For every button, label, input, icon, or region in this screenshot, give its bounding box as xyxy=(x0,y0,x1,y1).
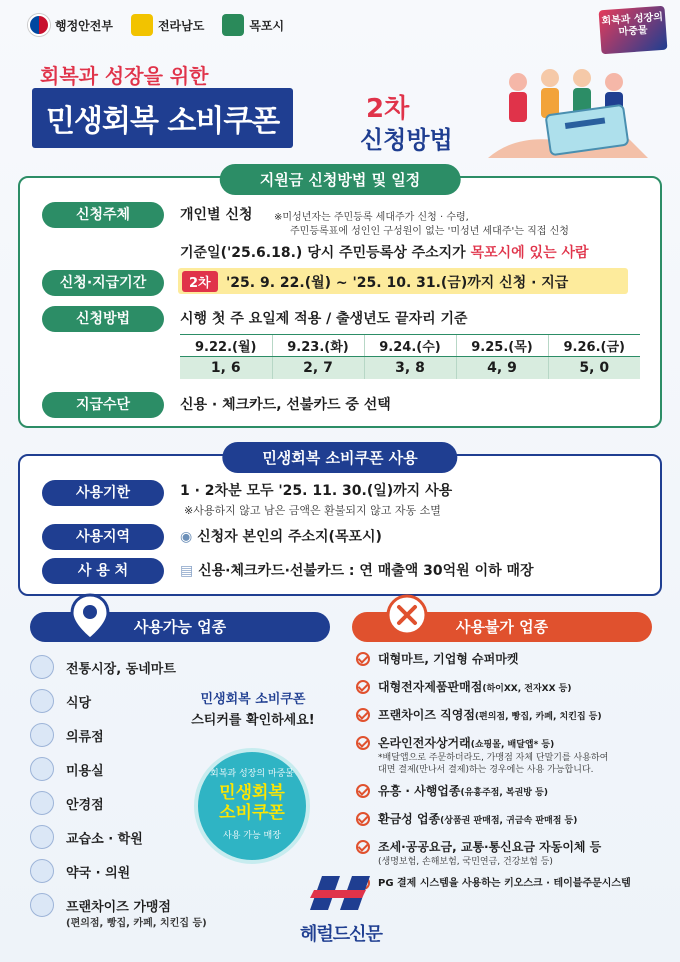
period-text: '25. 9. 22.(월) ~ '25. 10. 31.(금)까지 신청 · 지급 xyxy=(226,275,569,291)
list-item: 의류점 xyxy=(30,718,330,752)
method-title: 신청방법 xyxy=(360,126,453,154)
list-item: 약국 · 의원 xyxy=(30,854,330,888)
schedule-date: 9.26.(금) xyxy=(548,335,640,357)
logo-jeonnam: 전라남도 xyxy=(131,14,204,36)
label-method: 신청방법 xyxy=(42,306,164,332)
franchise-store-icon xyxy=(30,893,54,917)
list-item: 미용실 xyxy=(30,752,330,786)
list-item: 유흥 · 사행업종(유흥주점, 복권방 등) xyxy=(352,782,662,810)
list-item: 프랜차이즈 가맹점 xyxy=(30,888,330,922)
allowed-header: 사용가능 업종 xyxy=(30,612,330,642)
location-pin-icon: ◉ xyxy=(180,529,198,545)
schedule-date: 9.25.(목) xyxy=(456,335,548,357)
application-panel-header: 지원금 신청방법 및 일정 xyxy=(220,164,461,195)
schedule-date: 9.22.(월) xyxy=(180,335,272,357)
card-icon: ▤ xyxy=(180,563,199,579)
label-subject: 신청주체 xyxy=(42,202,164,228)
hero-illustration xyxy=(478,62,658,170)
restaurant-icon xyxy=(30,689,54,713)
subtitle: 회복과 성장을 위한 xyxy=(40,64,209,88)
usage-panel-header: 민생회복 소비쿠폰 사용 xyxy=(222,442,457,473)
list-item: 대형마트, 기업형 슈퍼마켓 xyxy=(352,650,662,678)
market-basket-icon xyxy=(30,655,54,679)
label-region: 사용지역 xyxy=(42,524,164,550)
disallowed-list xyxy=(352,650,662,902)
list-item: 전통시장, 동네마트 xyxy=(30,650,330,684)
page-title: 민생회복 소비쿠폰 xyxy=(32,88,293,148)
deadline-text: 1 · 2차분 모두 '25. 11. 30.(일)까지 사용 xyxy=(180,483,453,499)
check-icon xyxy=(356,736,370,750)
check-icon xyxy=(356,680,370,694)
pharmacy-icon xyxy=(30,859,54,883)
campaign-badge: 회복과 성장의 마중물 xyxy=(599,6,668,54)
deadline-note: ※사용하지 않고 남은 금액은 환불되지 않고 자동 소멸 xyxy=(184,504,441,517)
list-item: 교습소 · 학원 xyxy=(30,820,330,854)
place-text: ▤ 신용·체크카드·선불카드 : 연 매출액 30억원 이하 매장 xyxy=(180,563,534,579)
tax-sub: (생명보험, 손해보험, 국민연금, 건강보험 등) xyxy=(378,857,553,868)
subject-note-2: 주민등록표에 성인인 구성원이 없는 '미성년 세대주'는 직접 신청 xyxy=(290,226,569,237)
list-item: 프랜차이즈 직영점(편의점, 빵집, 카페, 치킨집 등) xyxy=(352,706,662,734)
list-item: 온라인전자상거래(쇼핑몰, 배달앱* 등) xyxy=(352,734,662,762)
check-icon xyxy=(356,708,370,722)
agency-logos xyxy=(28,14,284,36)
list-item: 환금성 업종(상품권 판매점, 귀금속 판매점 등) xyxy=(352,810,662,838)
participating-store-sticker: 회복과 성장의 마중물 민생회복 소비쿠폰 사용 가능 매장 xyxy=(194,748,310,864)
schedule-digits: 4, 9 xyxy=(456,357,548,379)
schedule-date: 9.23.(화) xyxy=(272,335,364,357)
subject-note-1: ※미성년자는 주민등록 세대주가 신청 · 수령, xyxy=(274,212,469,223)
round-tag: 2차 xyxy=(182,271,218,292)
list-item: 식당 xyxy=(30,684,330,718)
usage-panel xyxy=(18,449,662,596)
schedule-digits: 5, 0 xyxy=(548,357,640,379)
list-item: 대형전자제품판매점(하이XX, 전자XX 등) xyxy=(352,678,662,706)
payment-text: 신용 · 체크카드, 선불카드 중 선택 xyxy=(180,397,391,413)
label-payment: 지급수단 xyxy=(42,392,164,418)
jeonnam-emblem-icon xyxy=(131,14,153,36)
schedule-digits: 1, 6 xyxy=(180,357,272,379)
delivery-note: *배달앱으로 주문하더라도, 가맹점 자체 단말기를 사용하여 대면 결제(만나서 결제)하는 경우에는 사용 가능합니다. xyxy=(378,753,609,776)
base-date-text: 기준일('25.6.18.) 당시 주민등록상 주소지가 목포시에 있는 사람 xyxy=(180,245,589,261)
sticker-callout: 민생회복 소비쿠폰 스티커를 확인하세요! xyxy=(191,692,315,728)
clothing-icon xyxy=(30,723,54,747)
franchise-sub: (편의점, 빵집, 카페, 치킨집 등) xyxy=(66,918,207,929)
subject-text: 개인별 신청 xyxy=(180,207,253,223)
location-pin-icon xyxy=(70,593,110,641)
check-icon xyxy=(356,652,370,666)
disallowed-header: 사용불가 업종 xyxy=(352,612,652,642)
application-panel xyxy=(18,171,662,428)
hair-salon-icon xyxy=(30,757,54,781)
weekday-schedule-table xyxy=(180,334,640,379)
label-deadline: 사용기한 xyxy=(42,480,164,506)
period-bar xyxy=(178,268,628,294)
list-item: PG 결제 시스템을 사용하는 키오스크 · 테이블주문시스템 xyxy=(352,874,662,902)
check-icon xyxy=(356,812,370,826)
schedule-digits: 3, 8 xyxy=(364,357,456,379)
logo-moi: 행정안전부 xyxy=(28,14,113,36)
prohibited-x-icon xyxy=(385,593,429,637)
method-text: 시행 첫 주 요일제 적용 / 출생년도 끝자리 기준 xyxy=(180,311,468,327)
schedule-date: 9.24.(수) xyxy=(364,335,456,357)
list-item: 조세·공공요금, 교통·통신요금 자동이체 등 xyxy=(352,838,662,866)
newspaper-watermark: 헤럴드신문 xyxy=(300,924,382,945)
taegeuk-icon xyxy=(28,14,50,36)
region-text: ◉ 신청자 본인의 주소지(목포시) xyxy=(180,529,382,545)
label-period: 신청·지급기간 xyxy=(42,270,164,296)
mokpo-emblem-icon xyxy=(222,14,244,36)
schedule-digits: 2, 7 xyxy=(272,357,364,379)
check-icon xyxy=(356,840,370,854)
logo-mokpo: 목포시 xyxy=(222,14,284,36)
glasses-icon xyxy=(30,791,54,815)
school-bus-icon xyxy=(30,825,54,849)
label-place: 사 용 처 xyxy=(42,558,164,584)
list-item: 안경점 xyxy=(30,786,330,820)
check-icon xyxy=(356,784,370,798)
round-label: 2차 xyxy=(366,94,410,124)
